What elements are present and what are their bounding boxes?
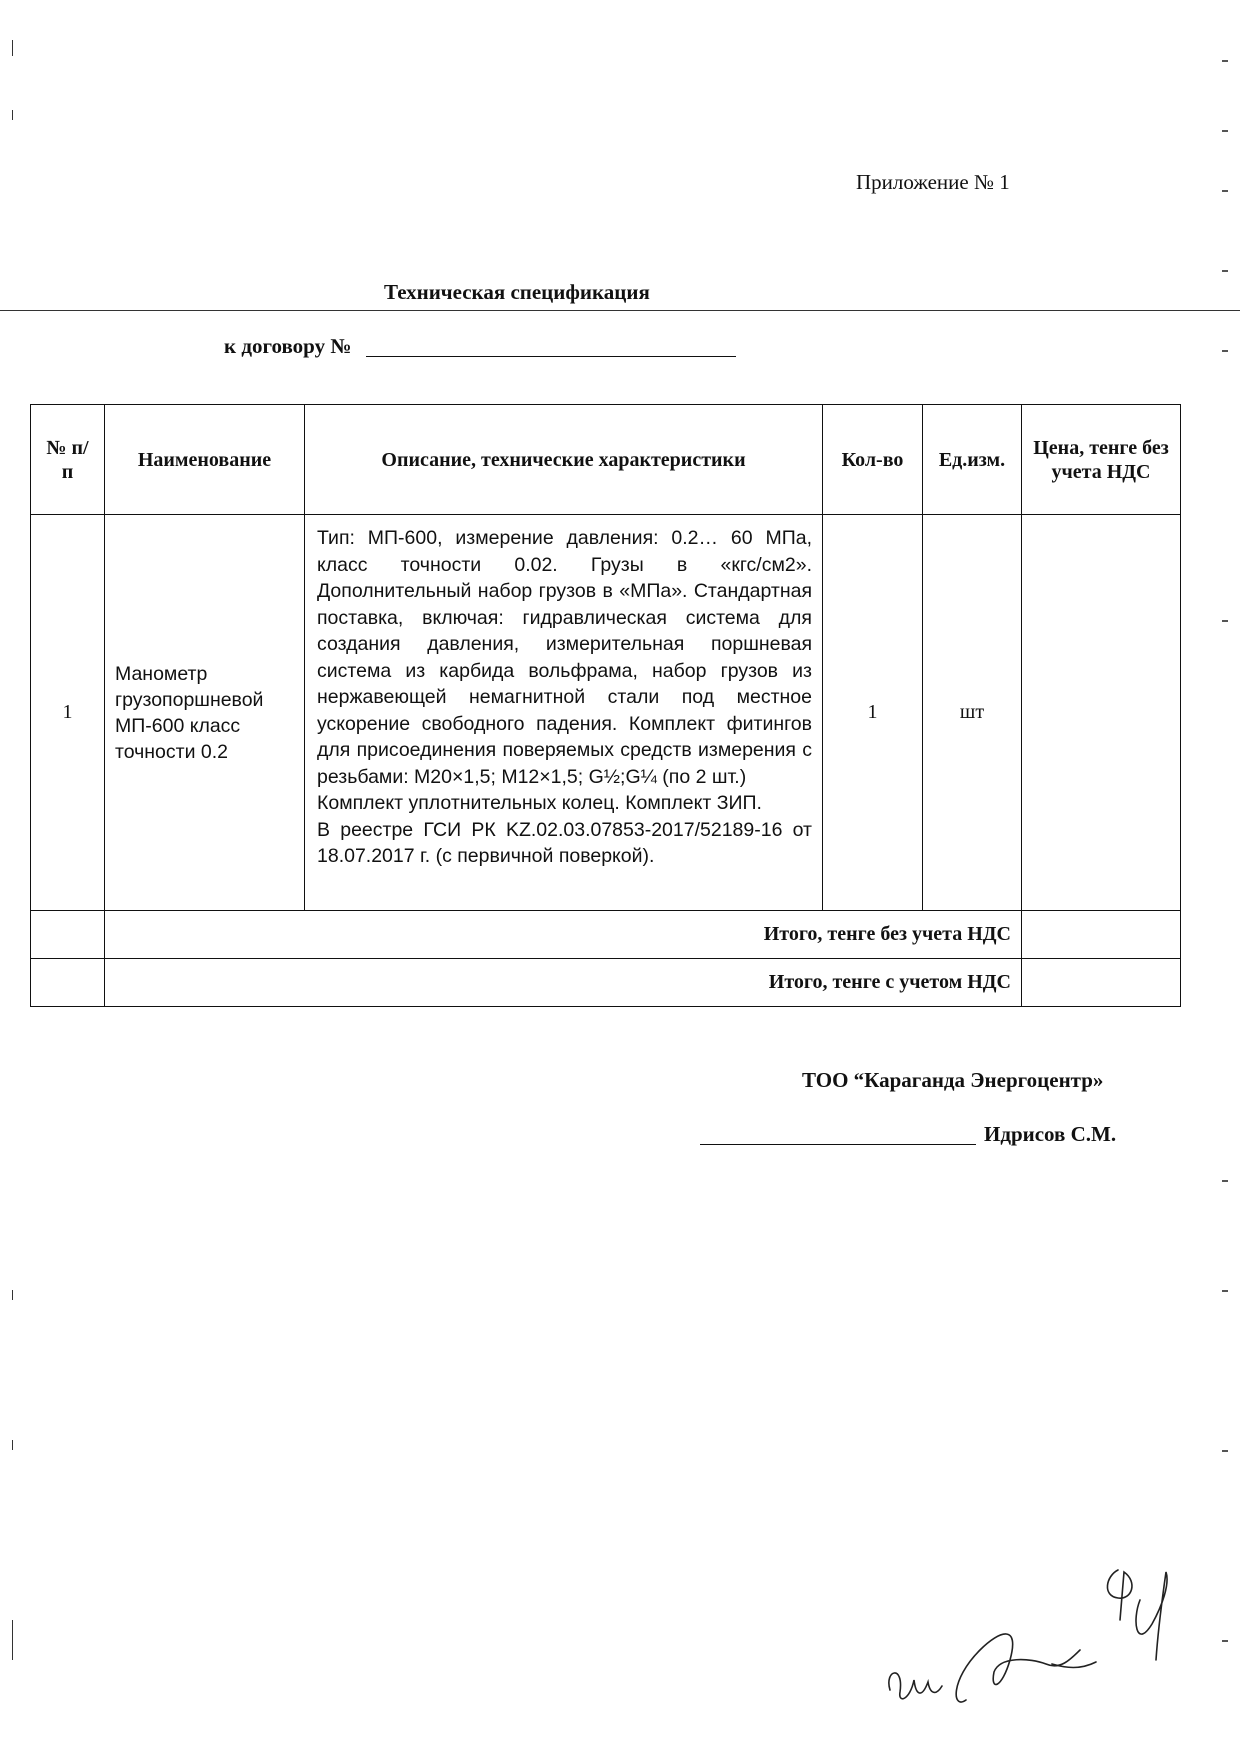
scan-artifact-right-tick bbox=[1222, 350, 1228, 352]
signature-3-tail bbox=[1136, 1572, 1167, 1660]
table-header-row bbox=[31, 405, 1181, 515]
header-description: Описание, технические характеристики bbox=[305, 405, 823, 515]
signer-name: Идрисов С.М. bbox=[984, 1122, 1117, 1146]
total-without-vat-row bbox=[31, 911, 1181, 959]
scan-artifact-left-mark bbox=[12, 1440, 13, 1450]
header-price: Цена, тенге без учета НДС bbox=[1022, 405, 1181, 515]
scan-artifact-right-tick bbox=[1222, 620, 1228, 622]
scan-artifact-left-mark bbox=[12, 110, 13, 120]
header-quantity: Кол-во bbox=[823, 405, 923, 515]
specification-table bbox=[30, 404, 1181, 1007]
scan-artifact-right-tick bbox=[1222, 1180, 1228, 1182]
signature-2 bbox=[956, 1634, 1080, 1702]
scan-artifact-right-tick bbox=[1222, 1450, 1228, 1452]
total-with-vat-row bbox=[31, 959, 1181, 1007]
row-number: 1 bbox=[31, 515, 105, 911]
company-name: ТОО “Караганда Энергоцентр» bbox=[802, 1068, 1104, 1092]
signature-3-phi bbox=[1107, 1570, 1132, 1620]
signature-line bbox=[700, 1144, 976, 1145]
scan-artifact-left-mark bbox=[12, 1290, 13, 1300]
scan-artifact-right-tick bbox=[1222, 130, 1228, 132]
signature-initials-1 bbox=[889, 1673, 942, 1699]
row-quantity: 1 bbox=[823, 515, 923, 911]
total-without-vat-label: Итого, тенге без учета НДС bbox=[105, 911, 1022, 959]
description-kit: Комплект уплотнительных колец. Комплект ЗИП. bbox=[317, 792, 762, 814]
row-description bbox=[305, 515, 823, 911]
document-title: Техническая спецификация bbox=[384, 280, 650, 304]
row-item-name: Манометр грузопоршневой МП-600 класс точности 0.2 bbox=[105, 515, 305, 911]
total-row-empty-cell bbox=[31, 911, 105, 959]
total-without-vat-value bbox=[1022, 911, 1181, 959]
total-row-empty-cell bbox=[31, 959, 105, 1007]
header-number: № п/п bbox=[31, 405, 105, 515]
scan-artifact-left-mark bbox=[12, 1620, 13, 1660]
scan-artifact-right-tick bbox=[1222, 190, 1228, 192]
description-main: Тип: МП-600, измерение давления: 0.2… 60 МПа, класс точности 0.02. Грузы в «кгс/см2». Дополнительный набор грузов в «МПа». Стандартная поставка, включая: гидравлическая система для создания давления, измерительная поршневая система из карбида вольфрама, набор грузов из нержавеющей немагнитной стали под местное ускорение свободного падения. Комплект фитингов для присоединения поверяемых средств измерения с резьбами: M20×1,5; M12×1,5; G½;G¼ (по 2 шт.) bbox=[317, 527, 812, 788]
table-row bbox=[31, 515, 1181, 911]
scan-artifact-right-tick bbox=[1222, 1290, 1228, 1292]
header-name: Наименование bbox=[105, 405, 305, 515]
row-price bbox=[1022, 515, 1181, 911]
scan-artifact-right-tick bbox=[1222, 1640, 1228, 1642]
description-registry: В реестре ГСИ РК KZ.02.03.07853-2017/52189-16 от 18.07.2017 г. (с первичной поверкой). bbox=[317, 818, 812, 867]
total-with-vat-label: Итого, тенге с учетом НДС bbox=[105, 959, 1022, 1007]
header-unit: Ед.изм. bbox=[923, 405, 1022, 515]
handwritten-signatures bbox=[870, 1560, 1190, 1720]
total-with-vat-value bbox=[1022, 959, 1181, 1007]
appendix-label: Приложение № 1 bbox=[856, 170, 1010, 194]
scan-artifact-horizontal-line bbox=[0, 310, 1240, 311]
scan-artifact-right-tick bbox=[1222, 270, 1228, 272]
contract-number-blank-line bbox=[366, 356, 736, 357]
contract-number-label: к договору № bbox=[224, 334, 352, 358]
row-unit: шт bbox=[923, 515, 1022, 911]
scan-artifact-right-tick bbox=[1222, 60, 1228, 62]
scan-artifact-left-mark bbox=[12, 40, 13, 56]
